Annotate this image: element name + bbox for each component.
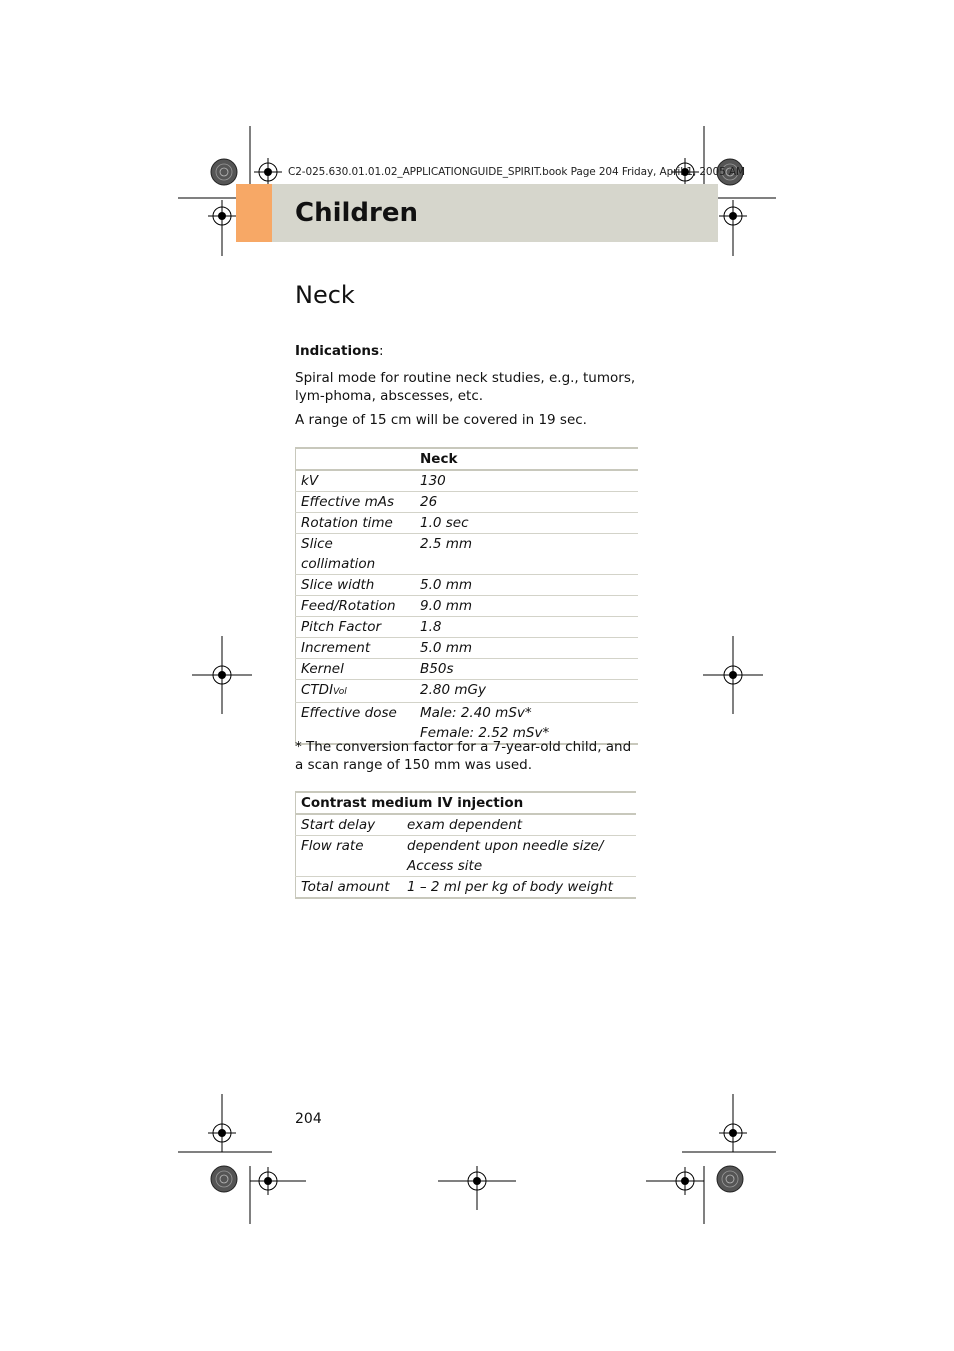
ctdi-label: CTDI [301, 682, 334, 698]
param-value: B50s [415, 659, 638, 680]
chapter-title: Children [295, 198, 418, 228]
table-row [296, 703, 639, 724]
contrast-value: dependent upon needle size/ [407, 838, 604, 854]
table-row [296, 470, 639, 492]
param-value: 9.0 mm [415, 596, 638, 617]
table-row [296, 877, 637, 899]
param-value: 2.5 mm [415, 534, 638, 575]
ctdi-subscript: Vol [333, 687, 347, 697]
contrast-label: Start delay [296, 814, 403, 836]
param-label: Rotation time [296, 513, 416, 534]
page-number: 204 [295, 1111, 322, 1127]
contrast-value: Access site [402, 856, 636, 877]
param-label: Pitch Factor [296, 617, 416, 638]
contrast-table [295, 791, 636, 899]
table-row [296, 513, 639, 534]
contrast-table-header: Contrast medium IV injection [296, 792, 637, 814]
contrast-label: Total amount [301, 879, 390, 895]
indications-label: Indications [295, 343, 380, 359]
footnote: * The conversion factor for a 7-year-old child, and a scan range of 150 mm was used. [295, 739, 632, 773]
range-paragraph: A range of 15 cm will be covered in 19 sec. [295, 412, 587, 428]
indications-heading [295, 342, 384, 360]
param-value: Male: 2.40 mSv* [420, 705, 532, 721]
table-header-row [296, 448, 639, 470]
scan-parameters-table [295, 447, 638, 745]
param-value: 1.8 [415, 617, 638, 638]
table-header-empty [296, 448, 416, 470]
chapter-band-accent [236, 184, 272, 242]
param-value: 5.0 mm [415, 638, 638, 659]
param-label: Effective mAs [296, 492, 416, 513]
param-label-ctdi [296, 680, 416, 703]
section-title: Neck [295, 281, 355, 309]
table-row [296, 680, 639, 703]
param-label: Increment [296, 638, 416, 659]
contrast-value: 1 – 2 ml per kg of body weight [407, 879, 613, 895]
param-label: Slice collimation [296, 534, 416, 575]
param-value: 5.0 mm [415, 575, 638, 596]
table-row [296, 836, 637, 857]
table-row [296, 659, 639, 680]
table-header-neck: Neck [415, 448, 638, 470]
param-label: Feed/Rotation [296, 596, 416, 617]
param-label: Kernel [296, 659, 416, 680]
table-row [296, 814, 637, 836]
param-label: Effective dose [301, 705, 397, 721]
param-value: 130 [415, 470, 638, 492]
param-value: 1.0 sec [415, 513, 638, 534]
param-value: 26 [415, 492, 638, 513]
contrast-label [296, 856, 403, 877]
table-row [296, 575, 639, 596]
param-value: 2.80 mGy [415, 680, 638, 703]
table-row [296, 596, 639, 617]
indications-colon: : [379, 343, 384, 359]
table-row [296, 617, 639, 638]
param-value: Female: 2.52 mSv* [420, 725, 550, 741]
table-row [296, 856, 637, 877]
table-row [296, 492, 639, 513]
table-row [296, 638, 639, 659]
contrast-label: Flow rate [301, 838, 364, 854]
param-label: kV [296, 470, 416, 492]
table-header-row [296, 792, 637, 814]
print-header-meta: C2-025.630.01.01.02_APPLICATIONGUIDE_SPIRIT.book Page 204 Friday, April 1, 2005 AM [288, 166, 745, 178]
table-row [296, 534, 639, 575]
param-label: Slice width [296, 575, 416, 596]
indications-paragraph: Spiral mode for routine neck studies, e.g., tumors, lym-phoma, abscesses, etc. [295, 370, 636, 404]
contrast-value: exam dependent [402, 814, 636, 836]
